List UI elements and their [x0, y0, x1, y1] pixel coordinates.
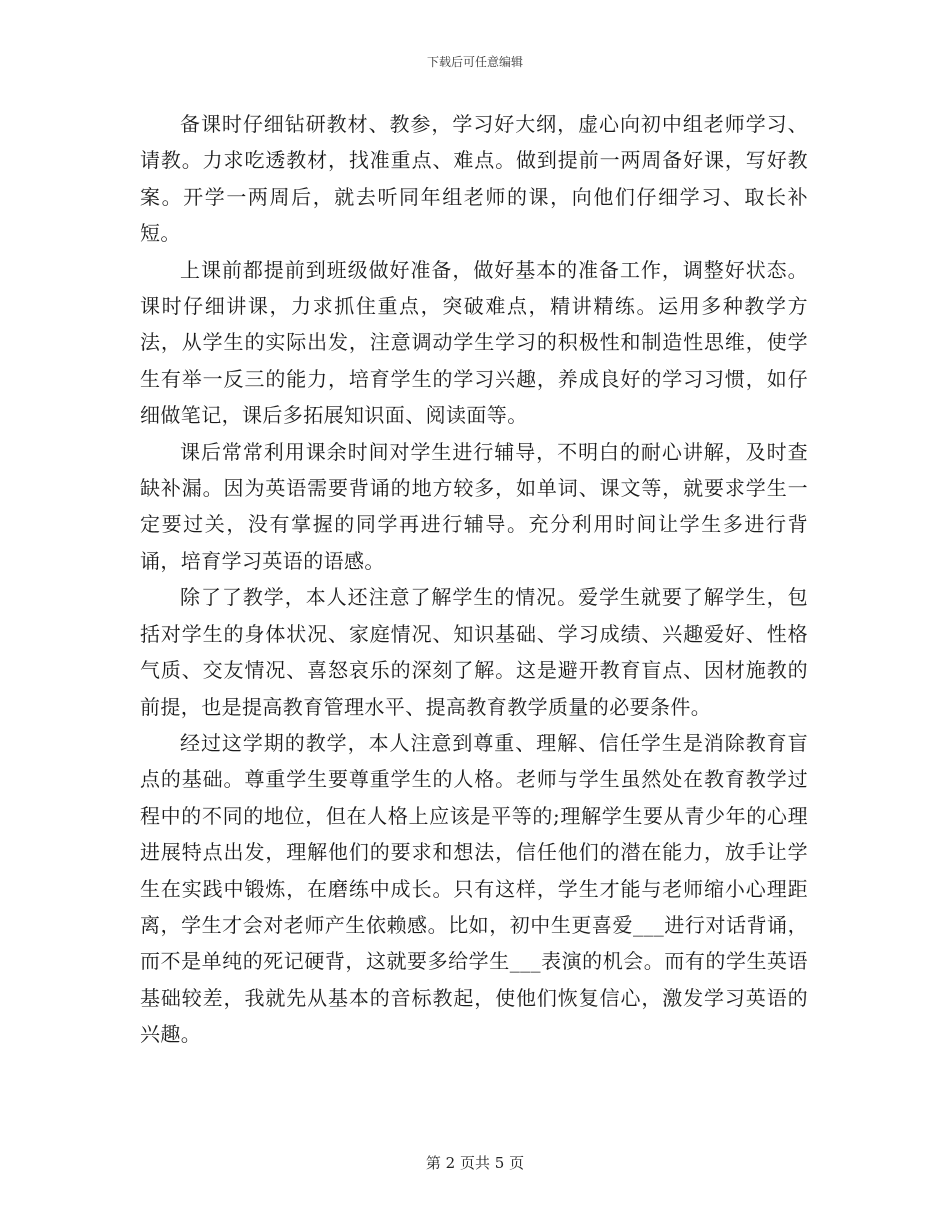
- paragraph-lesson-prep: 备课时仔细钻研教材、教参，学习好大纲，虚心向初中组老师学习、请教。力求吃透教材，找准重点、难点。做到提前一两周备好课，写好教案。开学一两周后，就去听同年组老师的课，向他们仔细学习、取长补短。: [140, 112, 808, 246]
- paragraph-respect-and-trust: 经过这学期的教学，本人注意到尊重、理解、信任学生是消除教育盲点的基础。尊重学生要尊重学生的人格。老师与学生虽然处在教育教学过程中的不同的地位，但在人格上应该是平等的;理解学生要从青少年的心理进展特点出发，理解他们的要求和想法，信任他们的潜在能力，放手让学生在实践中锻炼，在磨练中成长。只有这样，学生才能与老师缩小心理距离，学生才会对老师产生依赖感。比如，初中生更喜爱___进行对话背诵，而不是单纯的死记硬背，这就要多给学生___表演的机会。而有的学生英语基础较差，我就先从基本的音标教起，使他们恢复信心，激发学习英语的兴趣。: [140, 730, 808, 1047]
- paragraph-understanding-students: 除了了教学，本人还注意了解学生的情况。爱学生就要了解学生，包括对学生的身体状况、家庭情况、知识基础、学习成绩、兴趣爱好、性格气质、交友情况、喜怒哀乐的深刻了解。这是避开教育盲点、因材施教的前提，也是提高教育管理水平、提高教育教学质量的必要条件。: [140, 585, 808, 719]
- paragraph-after-class-tutoring: 课后常常利用课余时间对学生进行辅导，不明白的耐心讲解，及时查缺补漏。因为英语需要背诵的地方较多，如单词、课文等，就要求学生一定要过关，没有掌握的同学再进行辅导。充分利用时间让学生多进行背诵，培育学习英语的语感。: [140, 439, 808, 573]
- paragraph-classroom-teaching: 上课前都提前到班级做好准备，做好基本的准备工作，调整好状态。课时仔细讲课，力求抓住重点，突破难点，精讲精练。运用多种教学方法，从学生的实际出发，注意调动学生学习的积极性和制造性思维，使学生有举一反三的能力，培育学生的学习兴趣，养成良好的学习习惯，如仔细做笔记，课后多拓展知识面、阅读面等。: [140, 257, 808, 428]
- document-body: [140, 106, 808, 1053]
- page-header: 下载后可任意编辑: [426, 55, 523, 69]
- page-number-footer: 第 2 页共 5 页: [425, 1154, 525, 1172]
